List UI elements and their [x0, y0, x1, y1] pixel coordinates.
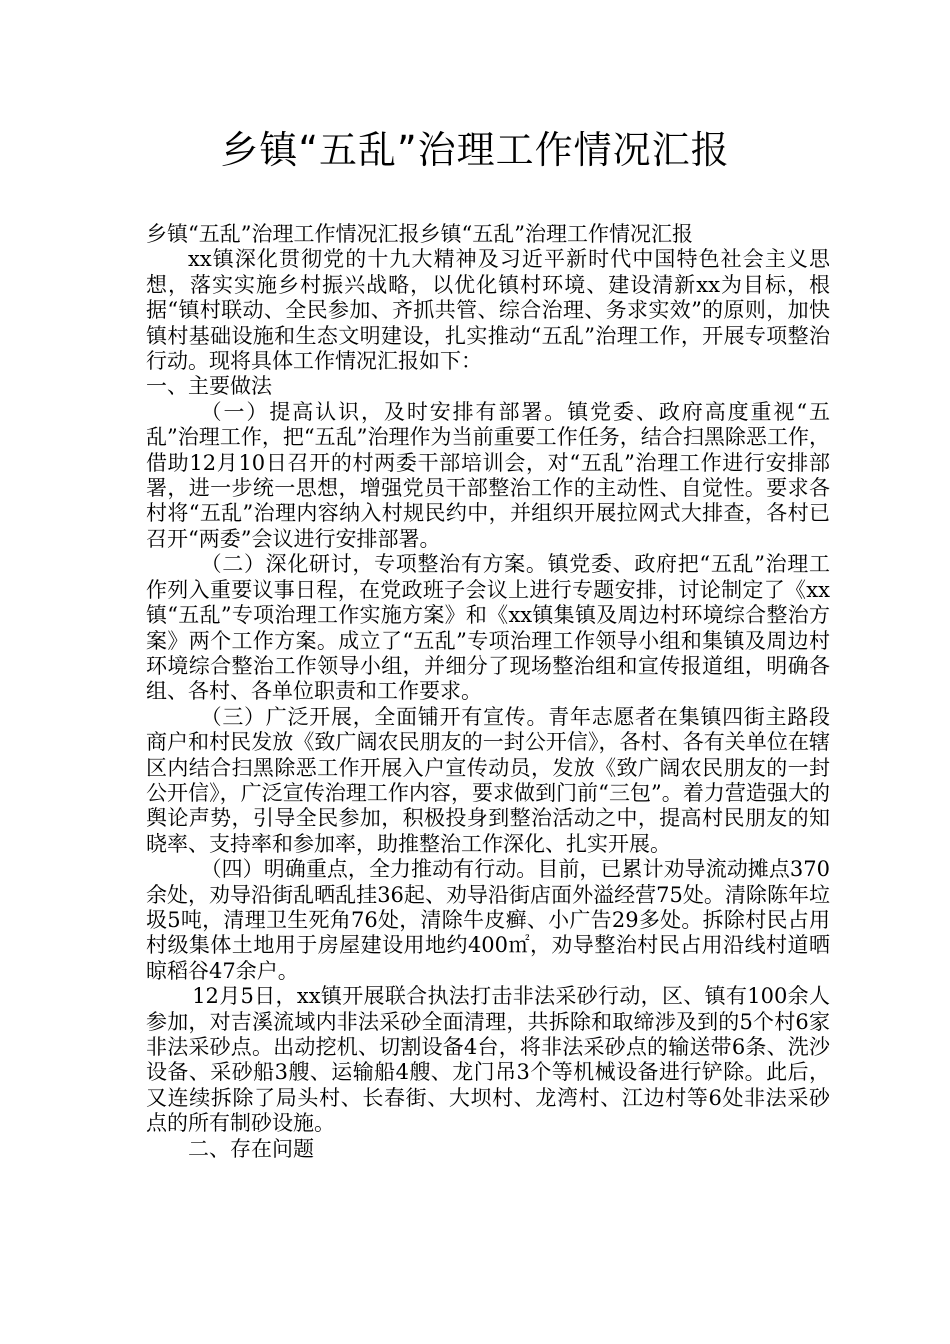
paragraph-item-2: （二）深化研讨，专项整治有方案。镇党委、政府把“五乱”治理工作列入重要议事日程，在党政班子会议上进行专题安排，讨论制定了《xx镇“五乱”专项治理工作实施方案》和《xx镇集镇及周边村环境综合整治方案》两个工作方案。成立了“五乱”专项治理工作领导小组和集镇及周边村环境综合整治工作领导小组，并细分了现场整治组和宣传报道组，明确各组、各村、各单位职责和工作要求。 — [146, 552, 830, 704]
section-heading-main-practices: 一、主要做法 — [146, 374, 272, 399]
document-body — [146, 222, 830, 1162]
paragraph-item-1: （一）提高认识，及时安排有部署。镇党委、政府高度重视“五乱”治理工作，把“五乱”治理作为当前重要工作任务，结合扫黑除恶工作，借助12月10日召开的村两委干部培训会，对“五乱”治理工作进行安排部署，进一步统一思想，增强党员干部整治工作的主动性、自觉性。要求各村将“五乱”治理内容纳入村规民约中，并组织开展拉网式大排查，各村已召开“两委”会议进行安排部署。 — [146, 399, 830, 551]
paragraph-item-3: （三）广泛开展，全面铺开有宣传。青年志愿者在集镇四街主路段商户和村民发放《致广阔农民朋友的一封公开信》，各村、各有关单位在辖区内结合扫黑除恶工作开展入户宣传动员，发放《致广阔农民朋友的一封公开信》，广泛宣传治理工作内容，要求做到门前“三包”。着力营造强大的舆论声势，引导全民参加，积极投身到整治活动之中，提高村民朋友的知晓率、支持率和参加率，助推整治工作深化、扎实开展。 — [146, 704, 830, 856]
document-title: 乡镇“五乱”治理工作情况汇报 — [220, 128, 730, 172]
intro-paragraph: xx镇深化贯彻党的十九大精神及习近平新时代中国特色社会主义思想，落实实施乡村振兴战略，以优化镇村环境、建设清新xx为目标，根据“镇村联动、全民参加、齐抓共管、综合治理、务求实效”的原则，加快镇村基础设施和生态文明建设，扎实推动“五乱”治理工作，开展专项整治行动。现将具体工作情况汇报如下： — [146, 247, 830, 374]
section-heading-problems: 二、存在问题 — [188, 1136, 314, 1161]
subtitle-line: 乡镇“五乱”治理工作情况汇报乡镇“五乱”治理工作情况汇报 — [146, 222, 693, 246]
paragraph-sand-mining: 12月5日，xx镇开展联合执法打击非法采砂行动，区、镇有100余人参加，对吉溪流域内非法采砂全面清理，共拆除和取缔涉及到的5个村6家非法采砂点。出动挖机、切割设备4台，将非法采砂点的输送带6条、洗沙设备、采砂船3艘、运输船4艘、龙门吊3个等机械设备进行铲除。此后，又连续拆除了局头村、长春街、大坝村、龙湾村、江边村等6处非法采砂点的所有制砂设施。 — [146, 984, 830, 1136]
paragraph-item-4: （四）明确重点，全力推动有行动。目前，已累计劝导流动摊点370余处，劝导沿街乱晒乱挂36起、劝导沿街店面外溢经营75处。清除陈年垃圾5吨，清理卫生死角76处，清除牛皮癣、小广告29多处。拆除村民占用村级集体土地用于房屋建设用地约400㎡，劝导整治村民占用沿线村道晒晾稻谷47余户。 — [146, 857, 830, 983]
